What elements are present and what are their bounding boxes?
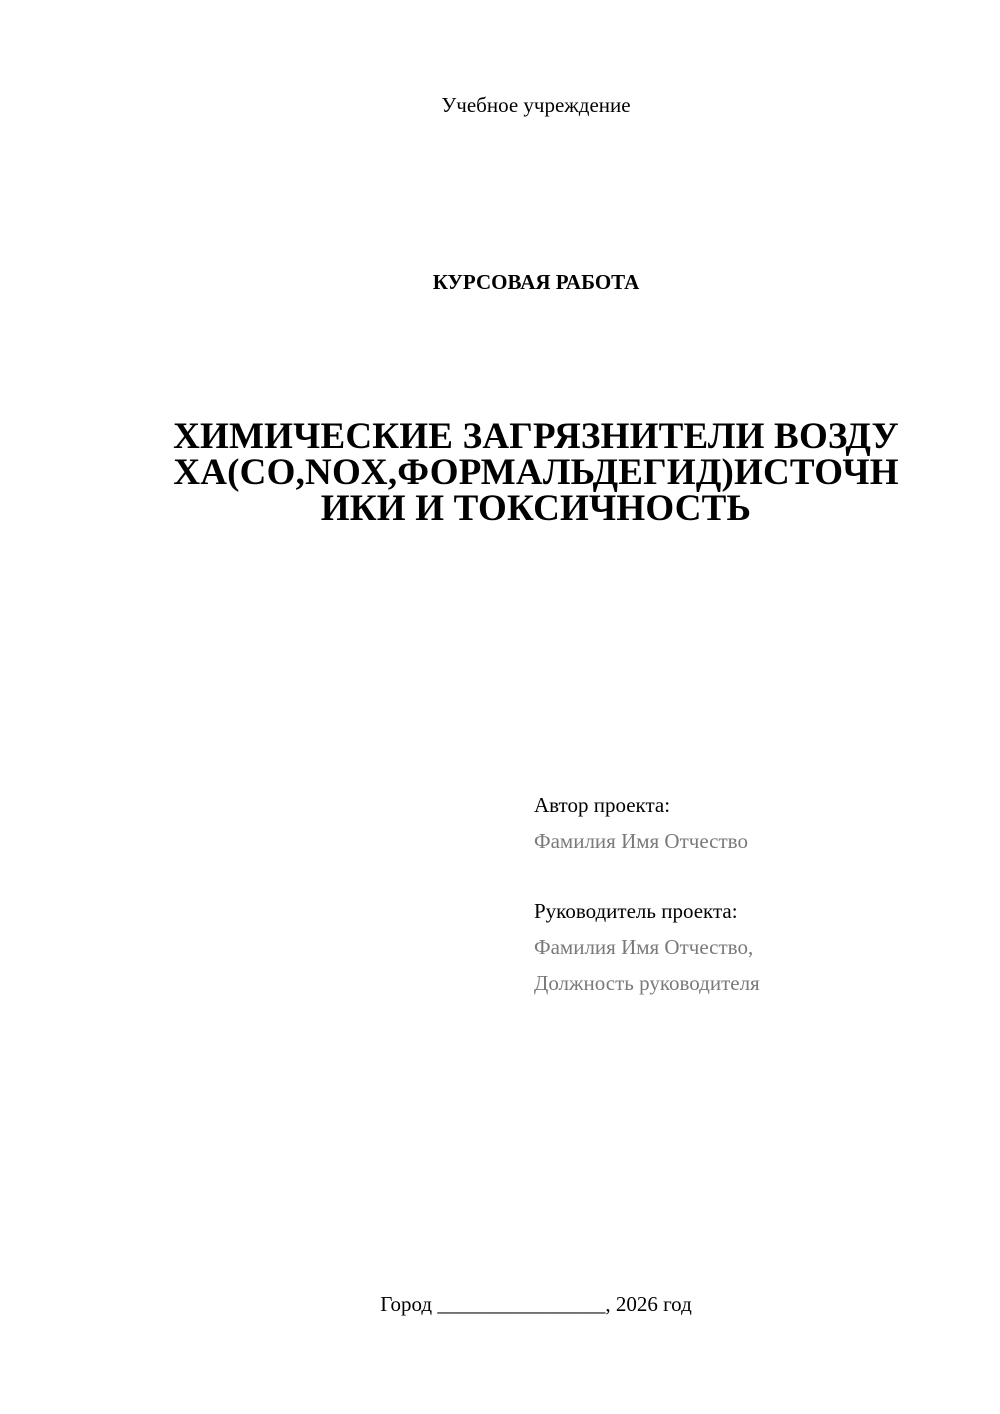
page-title xyxy=(160,416,912,529)
work-type-heading: КУРСОВАЯ РАБОТА xyxy=(432,270,640,294)
author-label: Автор проекта: xyxy=(534,793,671,817)
title-line: ХИМИЧЕСКИЕ ЗАГРЯЗНИТЕЛИ ВОЗДУ xyxy=(173,416,899,457)
title-line: ИКИ И ТОКСИЧНОСТЬ xyxy=(320,488,752,529)
supervisor-label: Руководитель проекта: xyxy=(534,899,738,923)
institution-name: Учебное учреждение xyxy=(441,93,631,117)
spacer xyxy=(534,859,974,893)
city-year-line: Город ________________, 2026 год xyxy=(380,1292,692,1316)
authors-block xyxy=(534,787,974,1001)
title-line: ХА(CO,NOX,ФОРМАЛЬДЕГИД)ИСТОЧН xyxy=(173,452,899,493)
supervisor-position-placeholder: Должность руководителя xyxy=(534,971,760,995)
supervisor-name-placeholder: Фамилия Имя Отчество, xyxy=(534,935,754,959)
author-name-placeholder: Фамилия Имя Отчество xyxy=(534,829,748,853)
